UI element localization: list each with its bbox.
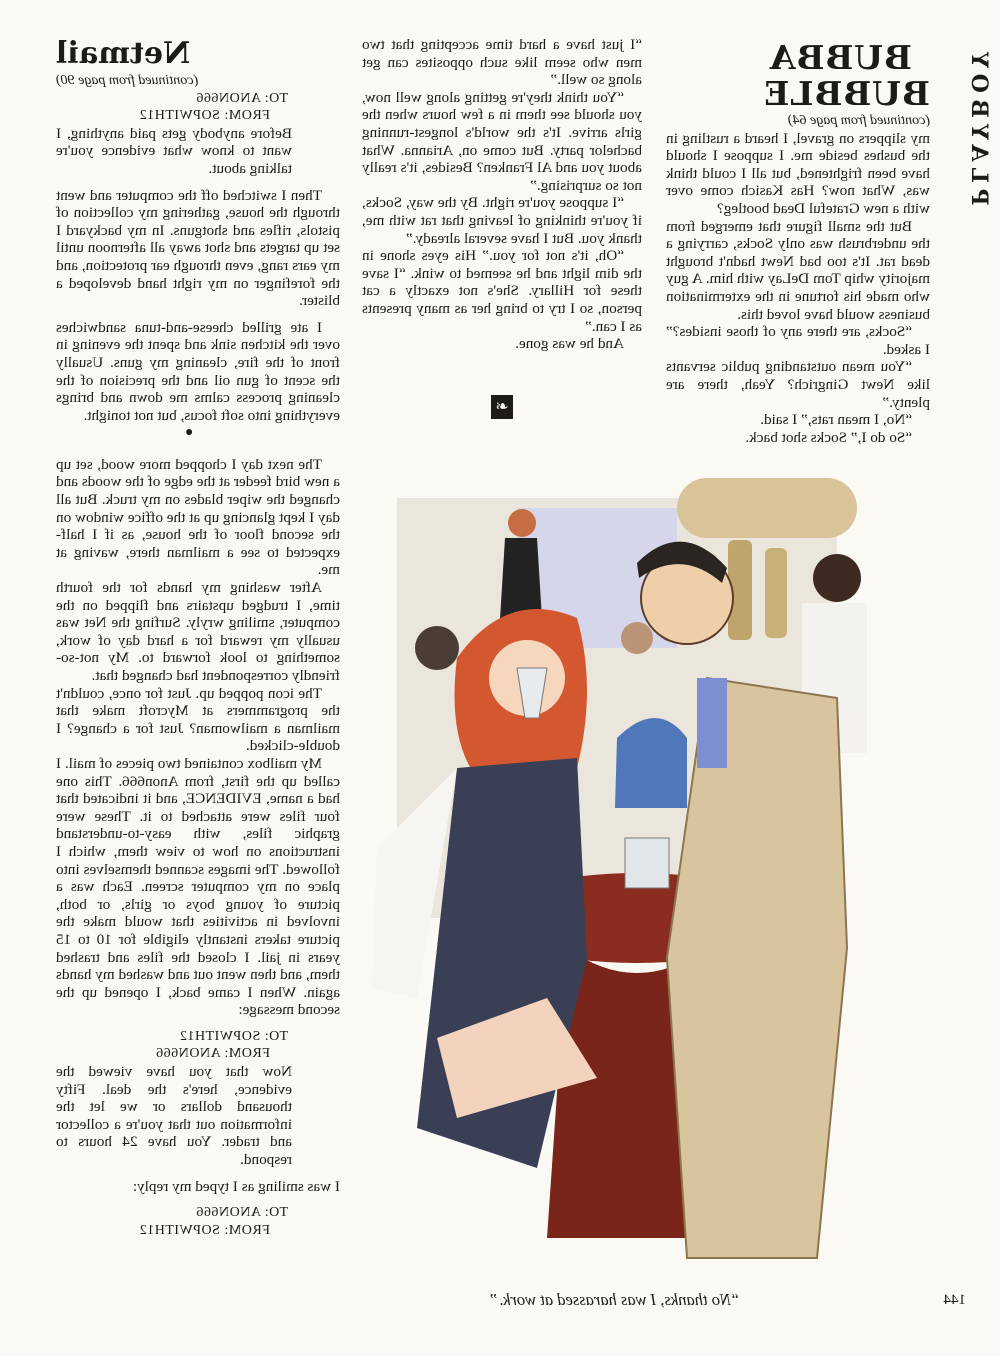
end-mark-bunny-icon: ☙ <box>491 395 513 419</box>
art-singer-head <box>508 509 536 537</box>
netmail-header-from: FROM: SOPWITH12 <box>139 108 270 124</box>
middle-paragraph: And he was gone. <box>515 335 624 353</box>
netmail-header-to: TO: ANON666 <box>196 90 288 106</box>
netmail-column <box>56 36 340 1239</box>
magazine-brand: PLAYBOY <box>966 46 992 206</box>
bubba-paragraph: But the small figure that emerged from the underbrush was only Socks, carrying a dead rat. It's too bad Newt hadn't brought majority whip Tom DeLay with him. A guy who made his fortune in the extermination business would have loved this. <box>666 217 930 323</box>
netmail-paragraph: I ate grilled cheese-and-tuna sandwiches over the kitchen sink and spent the evening in front of the fire, cleaning my guns. Usually the scent of gun oil and the precision of the cleaning process calms me down and brings everything into soft focus, but not tonight. <box>56 318 340 424</box>
page-number: 144 <box>943 1292 966 1308</box>
message-two-to: TO: SOPWITH12 <box>179 1028 288 1044</box>
netmail-paragraph: Then I switched off the computer and went through the house, gathering my collection of pistols, rifles and shotguns. In my backyard I set up targets and shot away all afternoon until my ears rang, even through ear protection, and the forefinger on my right hand developed a blister. <box>56 186 340 310</box>
bubba-bubble-column <box>666 40 930 446</box>
netmail-continued-note: (continued from page 90) <box>56 73 199 88</box>
reply-to: TO: ANON666 <box>196 1205 288 1221</box>
netmail-paragraph: My mailbox contained two pieces of mail. I called up the first, from Anon666. This one had a name, EVIDENCE, and it indicated that four files were attached to it. These were graphic files, with easy-to-understand instructions on how to view them, which I followed. The images scanned themselves into place on my computer screen. Each was a picture of young boys or girls, or both, involved in activities that would make the picture takers instantly eligible for 10 to 15 years in jail. I closed the files and trashed them, and then went out and washed my hands again. When I came back, I opened up the second message: <box>56 754 340 1019</box>
art-crowd-woman-blue <box>615 718 687 808</box>
art-crowd-head <box>415 626 459 670</box>
art-whisky-glass <box>625 838 669 888</box>
art-bartender-head <box>813 554 861 602</box>
reply-line: I was smiling as I typed my reply: <box>132 1177 340 1195</box>
section-break-dot: ● <box>184 425 194 441</box>
cartoon-illustration <box>359 478 877 1270</box>
netmail-paragraph: After washing my hands for the fourth time, I trudged upstairs and flipped on the computer, smiling wryly. Surfing the Net was usually my reward for a hard day of work, something to look forward to. My not-so-friendly correspondent had changed that. <box>56 579 340 684</box>
bubba-paragraph: my slippers on gravel, I heard a rustling in the bushes beside me. I suppose I should have been frightened, but all I could think was, What now? Has Kasich come over with a new Grateful Dead bootleg? <box>666 129 930 217</box>
middle-column <box>362 36 642 353</box>
middle-paragraph: “Oh, it's not for you.” His eyes shone in the dim light and he seemed to wink. “I save these for Hillary. She's not exactly a cat person, so I try to bring her as many presents as I can.” <box>362 247 642 335</box>
art-crowd-head <box>621 622 653 654</box>
bubba-paragraph: “No, I mean rats,” I said. <box>760 411 912 429</box>
netmail-paragraph: The icon popped up. Just for once, couldn't the programmers at Mycroft make that mailman a mailwoman? Just for a change? I double-clicked. <box>56 684 340 755</box>
cartoon-caption: “No thanks, I was harassed at work.” <box>489 1290 741 1309</box>
netmail-title: Netmail <box>56 36 191 71</box>
art-man-shirt <box>697 678 727 768</box>
bubba-bubble-title: BUBBA BUBBLE <box>763 38 930 113</box>
art-bottle <box>765 548 787 638</box>
middle-paragraph: “I suppose you're right. By the way, Socks, if you're thinking of leaving that rat with me, thank you. But I have several already.” <box>362 194 642 247</box>
reply-from: FROM: SOPWITH12 <box>139 1222 270 1238</box>
middle-paragraph: “You think they're getting along well now, you should see them in a few hours when the girls arrive. It's the world's longest-running bachelor party. But come on, Arianna. What about you and Al Franken? Besides, it's really not so surprising.” <box>362 88 642 194</box>
netmail-intro: Before anybody gets paid anything, I want to know what evidence you're talking about. <box>56 124 292 177</box>
message-two-from: FROM: ANON666 <box>155 1046 270 1062</box>
art-man-suit <box>667 678 847 1258</box>
middle-paragraph: “I just have a hard time accepting that two men who seem like such opposites can get along so well.” <box>362 36 642 89</box>
bubba-continued-note: (continued from page 64) <box>787 113 930 128</box>
bubba-paragraph: “Socks, are there any of those insides?” I asked. <box>666 323 930 358</box>
bubba-paragraph: “You mean outstanding public servants like Newt Gingrich? Yeah, there are plenty.” <box>666 358 930 411</box>
message-two-body: Now that you have viewed the evidence, here's the deal. Fifty thousand dollars or we let the information out that you're a collector and trader. You have 24 hours to respond. <box>56 1063 292 1169</box>
bubba-paragraph: “So do I,” Socks shot back. <box>745 428 912 446</box>
art-bar-arch <box>677 478 857 538</box>
netmail-paragraph: The next day I chopped more wood, set up a new bird feeder at the edge of the woods and changed the wiper blades on my truck. But all day I kept glancing up at the office window on the second floor of the house, as if I half-expected to see a mailman there, waving at me. <box>56 455 340 579</box>
